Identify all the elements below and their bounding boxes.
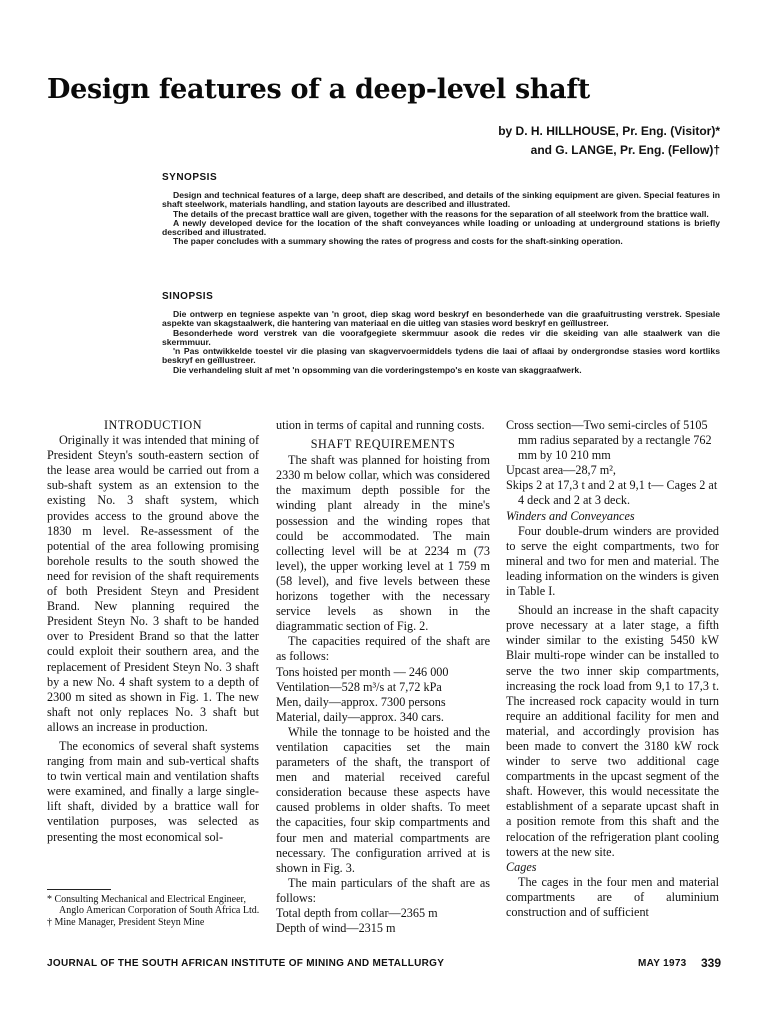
synopsis-paragraph: The details of the precast brattice wall are given, together with the reasons for the separation of all steelwork from the brattice wall.: [173, 208, 709, 219]
synopsis-paragraph: A newly developed device for the location of the shaft conveyances while loading or unloading at underground stations is briefly described and illustrated.: [162, 217, 720, 238]
particular-item: Skips 2 at 17,3 t and 2 at 9,1 t— Cages 2 at 4 deck and 2 at 3 deck.: [506, 478, 718, 508]
body-paragraph: While the tonnage to be hoisted and the ventilation capacities set the main parameters of the shaft, the transport of men and material received careful consideration because these aspects have caused problems in older shafts. To meet the capacities, four skip compartments and four men and material compartments are necessary. The configuration arrived at is shown in Fig. 3.: [276, 724, 490, 875]
column-2: [276, 418, 490, 936]
introduction-heading: INTRODUCTION: [103, 418, 203, 432]
body-paragraph: The capacities required of the shaft are as follows:: [276, 634, 490, 664]
sinopsis-paragraph: Besonderhede word verstrek van die voorafgegiete skermmuur asook die redes vir die skeiding van alle staalwerk van die skermmuur.: [162, 327, 720, 347]
journal-footer: JOURNAL OF THE SOUTH AFRICAN INSTITUTE OF MINING AND METALLURGY: [47, 958, 445, 969]
body-paragraph: The main particulars of the shaft are as follows:: [276, 875, 490, 905]
footnotes: [47, 894, 262, 928]
capacity-item: Tons hoisted per month — 246 000: [276, 664, 449, 679]
capacity-item: Men, daily—approx. 7300 persons: [276, 694, 446, 709]
synopsis-section: [162, 172, 720, 247]
body-paragraph: Four double-drum winders are provided to serve the eight compartments, two for mineral and two for men and material. The leading information on the winders is given in Table I.: [506, 523, 719, 599]
cages-subheading: Cages: [506, 859, 537, 874]
particular-item: Total depth from collar—2365 m: [276, 906, 438, 920]
body-paragraph: Originally it was intended that mining of President Steyn's south-eastern section of the lease area would be carried out from a sub-shaft system as an extension to the existing No. 3 shaft system, which provides access to the ground above the 1830 m level. Re-assessment of the potential of the area following promising borehole results to the south showed the need for revision of the shaft requirements of both President Steyn and President Brand. New planning required the President Steyn No. 3 shaft to be handed over to President Brand so that the latter could exploit their southern area, and the replacement of President Steyn No. 3 shaft by a new No. 4 shaft system to a depth of 2300 m sited as shown in Fig. 1. The new shaft not only replaces No. 3 shaft but allows an increase in production.: [47, 433, 259, 734]
author-hillhouse: by D. H. HILLHOUSE, Pr. Eng. (Visitor)*: [498, 124, 720, 138]
body-paragraph: ution in terms of capital and running costs.: [276, 418, 485, 432]
footnote: * Consulting Mechanical and Electrical Engineer, Anglo American Corporation of South Africa Ltd.: [47, 894, 260, 917]
synopsis-paragraph: Design and technical features of a large, deep shaft are described, and details of the sinking equipment are given. Special features in shaft steelwork, materials handling, and station layouts are described and illustrated.: [162, 190, 720, 210]
sinopsis-section: [162, 291, 720, 375]
shaft-requirements-heading: SHAFT REQUIREMENTS: [310, 437, 456, 452]
particular-item: Upcast area—28,7 m²,: [506, 463, 616, 478]
sinopsis-heading: SINOPSIS: [162, 291, 214, 302]
body-paragraph: The economics of several shaft systems ranging from main and sub-vertical shafts to twin vertical main and ventilation shafts were examined, and finally a large single-lift shaft, divided by a brattice wall for ventilation purposes, was selected as presenting the most economical sol-: [47, 738, 259, 844]
issue-date: MAY 1973: [638, 958, 687, 969]
column-1: [47, 418, 259, 845]
particular-item: Cross section—Two semi-circles of 5105 mm radius separated by a rectangle 762 mm by 10 210 mm: [506, 418, 712, 463]
author-lange: and G. LANGE, Pr. Eng. (Fellow)†: [530, 143, 720, 157]
article-title: Design features of a deep-level shaft: [47, 74, 590, 105]
body-paragraph: Should an increase in the shaft capacity prove necessary at a later stage, a fifth winder similar to the existing 5450 kW Blair multi-rope winder can be installed to serve the two inner skip compartments, increasing the rock load from 9,1 to 17,3 t. The increased rock capacity would in turn require an additional facility for men and material, and accordingly provision has been made to convert the 3180 kW rock winder to serve two additional cage compartments in the upcast segment of the shaft. However, this would necessitate the establishment of a separate upcast shaft in a position remote from this shaft and the relocation of the refrigeration plant cooling towers at the new site.: [506, 603, 719, 859]
column-3: [506, 418, 719, 920]
sinopsis-paragraph: Die verhandeling sluit af met 'n opsomming van die vorderingstempo's en koste van skaggraafwerk.: [173, 364, 582, 375]
body-paragraph: The shaft was planned for hoisting from 2330 m below collar, which was considered the maximum depth possible for the winding plant already in the mine's possession and the winding ropes that could be accommodated. The main collecting level will be at 2234 m (73 level), the upper working level at 1 759 m (58 level), and five levels between these horizons together with the necessary service levels as shown in the diagrammatic section of Fig. 2.: [276, 453, 490, 634]
page-number: 339: [701, 956, 722, 970]
capacity-item: Material, daily—approx. 340 cars.: [276, 709, 444, 724]
sinopsis-paragraph: Die ontwerp en tegniese aspekte van 'n groot, diep skag word beskryf en besonderhede van die graafuitrusting verstrek. Spesiale aspekte van skagstaalwerk, die hantering van materiaal en die uitleg van stasies word beskryf en geïllustreer.: [162, 309, 720, 329]
capacity-item: Ventilation—528 m³/s at 7,72 kPa: [276, 679, 442, 694]
footnote: † Mine Manager, President Steyn Mine: [47, 916, 205, 928]
sinopsis-paragraph: 'n Pas ontwikkelde toestel vir die plasing van skagvervoermiddels tydens die laai of aflaai by ondergrondse stasies word kortliks beskryf en geïllustreer.: [162, 346, 720, 366]
footnote-rule: [47, 889, 111, 890]
synopsis-heading: SYNOPSIS: [162, 172, 218, 183]
winders-subheading: Winders and Conveyances: [506, 508, 635, 523]
synopsis-paragraph: The paper concludes with a summary showing the rates of progress and costs for the shaft-sinking operation.: [173, 236, 623, 247]
body-paragraph: The cages in the four men and material compartments are of aluminium construction and of sufficient: [506, 874, 719, 919]
particular-item: Depth of wind—2315 m: [276, 921, 396, 936]
